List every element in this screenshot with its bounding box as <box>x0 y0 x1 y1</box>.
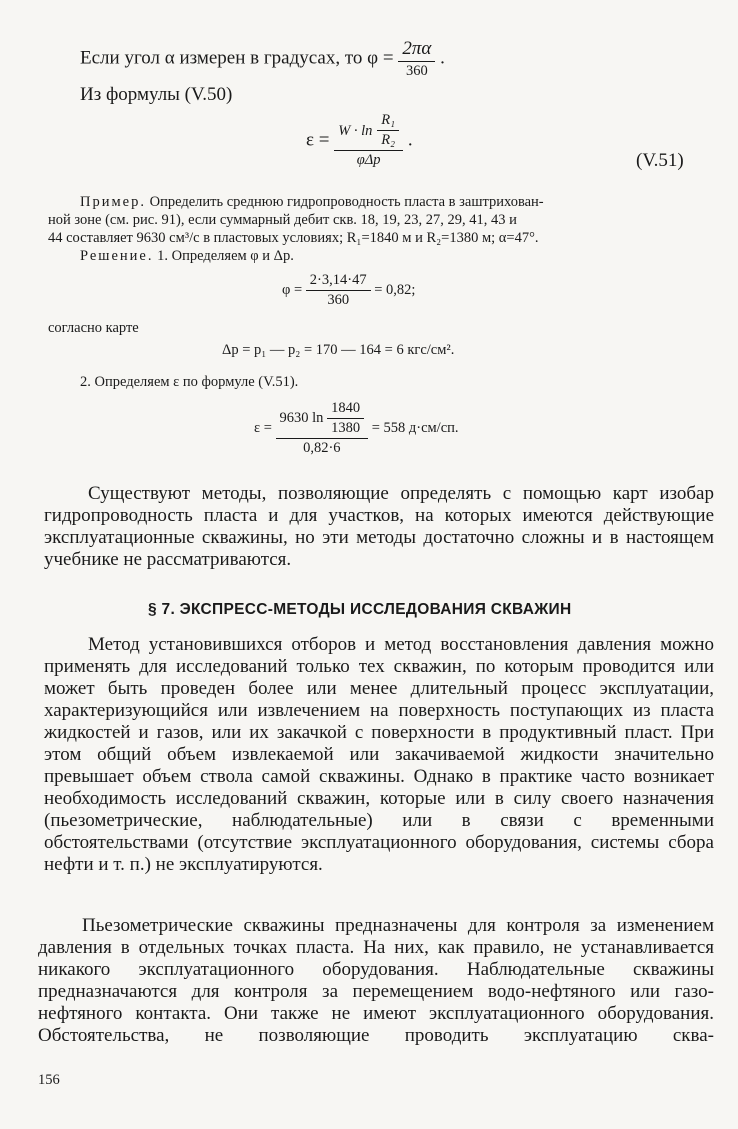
formula-v51-label: (V.51) <box>636 150 684 171</box>
page-number: 156 <box>38 1072 60 1088</box>
step-2-line: 2. Определяем ε по формуле (V.51). <box>80 374 299 390</box>
example-line-3: 44 составляет 9630 см³/с в пластовых условиях; R₁=1840 м и R₂=1380 м; α=47°. <box>48 230 539 246</box>
map-note: согласно карте <box>48 320 139 336</box>
phi-calculation: φ = $\frac{2\cdot 3,14\cdot 47}{360}$ = 0,82; <box>282 272 416 308</box>
phi-calculation-fraction: $\frac{2\cdot 3,14\cdot 47}{360}$ <box>306 272 371 309</box>
radius-ratio-fraction: $\frac{\text{R₁}}{\text{R₂}}$ <box>377 112 399 149</box>
intro-line-formula-ref: Из формулы (V.50) <box>80 84 233 105</box>
epsilon-outer-fraction: 9630 ln $\frac{1840}{1380}$ 0,82·6 <box>276 400 369 457</box>
solution-line: Решение. 1. Определяем φ и Δp. <box>80 248 294 264</box>
example-line-1: Пример. Определить среднюю гидропроводность пласта в заштрихован- <box>80 194 544 210</box>
paragraph-express-methods: Метод установившихся отборов и метод восстановления давления можно применять для исследований только тех скважин, по которым проводится или может быть проведен более или менее длительный процесс эксплуатации, характеризующийся или извлечением на поверхность поступающих из пласта жидкостей и газов, или их закачкой с поверхности в продуктивный пласт. При этом общий объем извлекаемой или закачиваемой жидкости значительно превышает объем ствола самой скважины. Однако в практике часто возникает необходимость исследований скважин, которые или в силу своего назначения (пьезометрические, наблюдательные) или в связи с временными обстоятельствами (отсутствие эксплуатационного оборудования, системы сбора нефти и т. п.) не эксплуатируются. <box>44 634 714 875</box>
phi-degrees-fraction: $\frac{2\pi\alpha}{360}$ <box>398 38 435 80</box>
formula-v51: ε = W · ln $\frac{\text{R₁}}{\text{R₂}}$ φΔp . <box>306 112 413 168</box>
radius-values-fraction: $\frac{1840}{1380}$ <box>327 400 364 437</box>
formula-v51-outer-fraction: W · ln $\frac{\text{R₁}}{\text{R₂}}$ φΔp <box>334 112 403 169</box>
example-line-2: ной зоне (см. рис. 91), если суммарный дебит скв. 18, 19, 23, 27, 29, 41, 43 и <box>48 212 517 228</box>
pressure-drop-calculation: Δp = p₁ — p₂ = 170 — 164 = 6 кгс/см². <box>222 342 455 358</box>
section-title: § 7. ЭКСПРЕСС-МЕТОДЫ ИССЛЕДОВАНИЯ СКВАЖИН <box>148 601 572 618</box>
paragraph-piezometric-wells: Пьезометрические скважины предназначены для контроля за изменением давления в отдельных точках пласта. На них, как правило, не устанавливается никакого эксплуатационного оборудования. Наблюдательные скважины предназначаются для контроля за перемещением водо-нефтяного или газо-нефтяного контакта. Они также не имеют эксплуатационного оборудования. Обстоятельства, не позволяющие проводить эксплуатацию сква- <box>38 915 714 1046</box>
epsilon-calculation: ε = 9630 ln $\frac{1840}{1380}$ 0,82·6 = 558 д·см/сп. <box>254 400 459 456</box>
paragraph-map-methods: Существуют методы, позволяющие определять с помощью карт изобар гидропроводность пласта и для участков, на которых имеются действующие эксплуатационные скважины, но эти методы достаточно сложны и в настоящем учебнике не рассматриваются. <box>44 483 714 570</box>
intro-line-angle: Если угол α измерен в градусах, то φ = $\frac{2\pi\alpha}{360}$ . <box>80 38 445 79</box>
